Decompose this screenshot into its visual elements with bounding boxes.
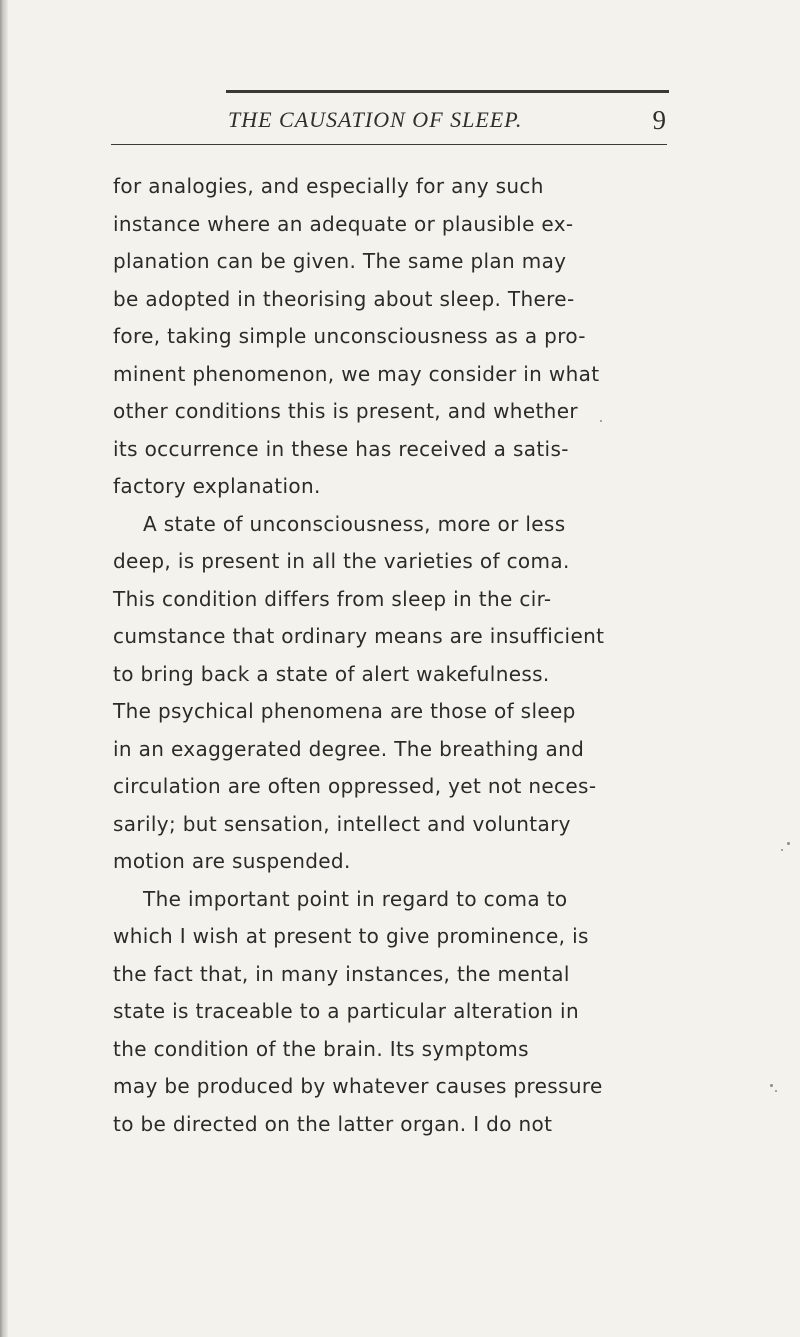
text-line: be adopted in theorising about sleep. There- (113, 286, 575, 311)
text-line: cumstance that ordinary means are insufficient (113, 624, 605, 648)
text-line: to be directed on the latter organ. I do not (113, 1111, 553, 1136)
text-line: state is traceable to a particular alteration in (113, 999, 579, 1023)
paper-speck (781, 849, 783, 851)
text-line: fore, taking simple unconsciousness as a pro- (113, 324, 586, 348)
text-line: for analogies, and especially for any such (113, 174, 544, 198)
text-line: A state of unconsciousness, more or less (143, 511, 566, 536)
header-bottom-rule (111, 144, 667, 145)
running-title: THE CAUSATION OF SLEEP. (228, 107, 523, 132)
text-line: the condition of the brain. Its symptoms (113, 1036, 529, 1061)
text-line: factory explanation. (113, 474, 321, 498)
text-line: The psychical phenomena are those of sleep (113, 699, 576, 723)
text-line: in an exaggerated degree. The breathing and (113, 736, 585, 761)
page-number: 9 (652, 105, 666, 135)
text-line: may be produced by whatever causes pressure (113, 1074, 603, 1098)
paper-speck (770, 1084, 773, 1087)
text-line: to bring back a state of alert wakefulness. (113, 661, 550, 686)
body-text (113, 168, 673, 1143)
text-line: the fact that, in many instances, the mental (113, 961, 570, 986)
text-line: deep, is present in all the varieties of coma. (113, 549, 570, 573)
text-line: its occurrence in these has received a satis- (113, 436, 569, 461)
text-line: minent phenomenon, we may consider in what (113, 361, 600, 386)
text-line: other conditions this is present, and whether (113, 399, 578, 423)
text-line: planation can be given. The same plan may (113, 249, 567, 273)
text-line: circulation are often oppressed, yet not neces- (113, 774, 597, 798)
text-line: instance where an adequate or plausible ex- (113, 211, 574, 236)
text-line: The important point in regard to coma to (143, 886, 568, 911)
running-head (228, 107, 668, 141)
text-line: motion are suspended. (113, 849, 351, 873)
paper-speck (600, 420, 602, 422)
text-line: which I wish at present to give prominence, is (113, 924, 589, 948)
page-binding-edge (0, 0, 8, 1337)
header-top-rule (226, 90, 669, 93)
paper-speck (787, 842, 790, 845)
paper-speck (775, 1090, 777, 1092)
text-line: This condition differs from sleep in the cir- (113, 586, 552, 611)
text-line: sarily; but sensation, intellect and voluntary (113, 811, 571, 836)
